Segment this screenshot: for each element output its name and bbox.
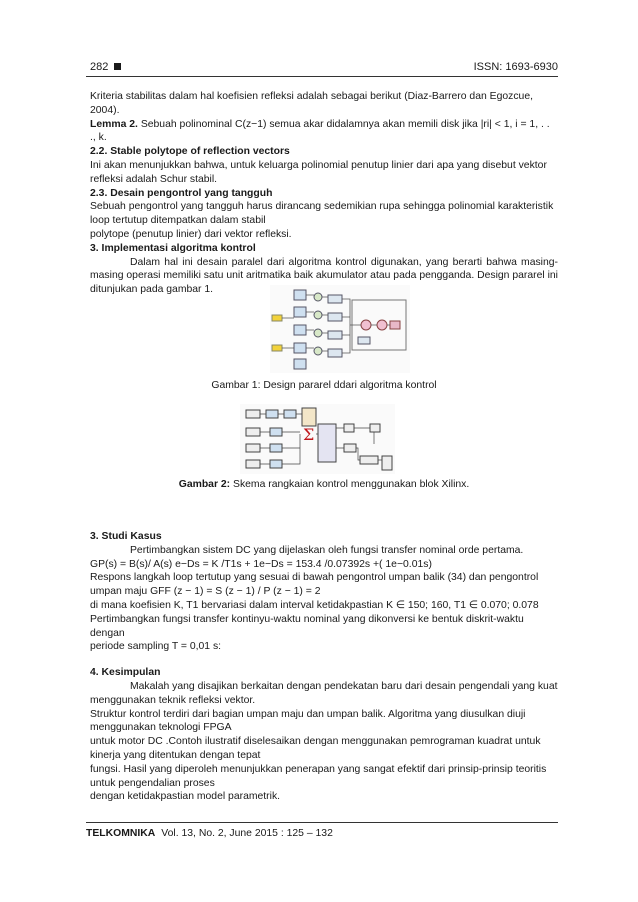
lemma-paragraph (90, 118, 558, 146)
fig1-block (294, 359, 306, 369)
fig2-block (246, 460, 260, 468)
fig2-block (284, 410, 296, 418)
header-rule (86, 76, 558, 77)
fig2-block (270, 444, 282, 452)
fig1-block (294, 343, 306, 353)
fig2-block (344, 444, 356, 452)
fig2-block (360, 456, 378, 464)
paragraph-kes-1: Makalah yang disajikan berkaitan dengan pendekatan baru dari desain pengendali yang kuat menggunakan teknik refleksi vektor. (90, 680, 558, 706)
fig2-block (318, 424, 336, 462)
paragraph-2-3b: polytope (penutup linier) dari vektor refleksi. (90, 228, 292, 240)
paragraph-studi-4: di mana koefisien K, T1 bervariasi dalam interval ketidakpastian K ∈ 150; 160, T1 ∈ 0.070; 0.078 Pertimbangkan fungsi transfer kontinyu-waktu nominal yang dikonversi ke bentuk diskrit-waktu dengan (90, 599, 539, 639)
fig1-adder (361, 320, 371, 330)
figure-1-diagram (270, 285, 410, 373)
fig1-block (328, 349, 342, 357)
figure-2-diagram (240, 404, 395, 474)
lemma-label: Lemma 2. (90, 118, 138, 130)
fig1-block (294, 290, 306, 300)
page-footer (86, 822, 558, 839)
fig1-adder (314, 293, 322, 301)
paragraph-studi-5: periode sampling T = 0,01 s: (90, 641, 222, 653)
fig2-sigma: Σ (303, 425, 315, 444)
paragraph-kes-4: fungsi. Hasil yang diperoleh menunjukkan penerapan yang sangat efektif dari prinsip-prinsip teoritis untuk pengendalian proses (90, 763, 547, 789)
fig1-block (328, 331, 342, 339)
heading-kesimpulan: 4. Kesimpulan (90, 667, 161, 679)
paragraph-2-3a: Sebuah pengontrol yang tangguh harus dirancang sedemikian rupa sehingga polinomial karakteristik loop tertutup ditempatkan dalam stabil (90, 201, 554, 227)
figure-2-caption (90, 479, 558, 490)
paragraph-kes-3: untuk motor DC .Contoh ilustratif diselesaikan dengan menggunakan pemrograman kuadrat untuk kinerja yang ditentukan dengan tepat (90, 736, 541, 761)
fig1-block (294, 307, 306, 317)
paragraph-studi-1: Pertimbangkan sistem DC yang dijelaskan oleh fungsi transfer nominal orde pertama. (130, 544, 524, 556)
paragraph-kes-5: dengan ketidakpastian model parametrik. (90, 791, 281, 803)
fig1-block (294, 325, 306, 335)
fig1-adder (377, 320, 387, 330)
page-header (86, 58, 558, 78)
fig1-block (358, 337, 370, 344)
figure-2-caption-text: Skema rangkaian kontrol menggunakan blok Xilinx. (230, 479, 470, 490)
journal-info: Vol. 13, No. 2, June 2015 : 125 – 132 (161, 828, 333, 839)
fig1-input (272, 345, 282, 351)
fig2-block (382, 456, 392, 470)
square-bullet-icon (114, 63, 121, 70)
body-bottom (90, 530, 558, 804)
journal-name: TELKOMNIKA (86, 828, 156, 839)
paragraph-kes-2: Struktur kontrol terdiri dari bagian umpan maju dan umpan balik. Algoritma yang diusulkan diuji menggunakan teknologi FPGA (90, 708, 526, 734)
issn-label: ISSN: 1693-6930 (473, 61, 558, 73)
paragraph-studi-3: Respons langkah loop tertutup yang sesuai di bawah pengontrol umpan balik (34) dan pengontrol umpan maju GFF (z − 1) = S (z − 1) / P (z − 1) = 2 (90, 572, 539, 598)
section-gap (90, 654, 558, 666)
heading-2-3: 2.3. Desain pengontrol yang tangguh (90, 187, 273, 199)
page-number: 282 (90, 61, 121, 73)
paragraph-criteria: Kriteria stabilitas dalam hal koefisien refleksi adalah sebagai berikut (Diaz-Barrero dan Egozcue, 2004). (90, 91, 533, 116)
fig2-block (266, 410, 278, 418)
figure-1-caption: Gambar 1: Design pararel ddari algoritma kontrol (211, 380, 437, 391)
lemma-text: Sebuah polinominal C(z−1) semua akar didalamnya akan memili disk jika |ri| < 1, i = 1, . . ., k. (90, 118, 550, 144)
fig2-block (344, 424, 354, 432)
fig2-block (246, 428, 260, 436)
paragraph-2-2: Ini akan menunjukkan bahwa, untuk keluarga polinomial penutup linier dari apa yang disebut vektor refleksi adalah Schur stabil. (90, 159, 547, 185)
figure-2-caption-label: Gambar 2: (178, 479, 231, 490)
fig2-block (246, 410, 260, 418)
footer-rule (86, 822, 558, 823)
fig1-block (328, 295, 342, 303)
fig2-block (302, 408, 316, 426)
body-top (90, 90, 558, 297)
fig1-adder (314, 329, 322, 337)
fig2-block (246, 444, 260, 452)
heading-3: 3. Implementasi algoritma kontrol (90, 242, 256, 254)
equation-gp: GP(s) = B(s)/ A(s) e−Ds = K /T1s + 1e−Ds = 153.4 /0.07392s +( 1e−0.01s) (90, 558, 432, 570)
fig2-block (270, 460, 282, 468)
fig2-block (270, 428, 282, 436)
heading-2-2: 2.2. Stable polytope of reflection vectors (90, 146, 290, 158)
fig2-block (370, 424, 380, 432)
fig1-block (328, 313, 342, 321)
fig1-input (272, 315, 282, 321)
fig1-block (390, 321, 400, 329)
paragraph-3: Dalam hal ini desain paralel dari algoritma kontrol digunakan, yang berarti bahwa masing-masing operasi memiliki satu unit aritmatika baik akumulator atau pada pengganda. Design pararel ini ditunjukan pada gambar 1. (90, 256, 558, 296)
heading-studi-kasus: 3. Studi Kasus (90, 531, 162, 542)
fig1-adder (314, 311, 322, 319)
fig1-adder (314, 347, 322, 355)
